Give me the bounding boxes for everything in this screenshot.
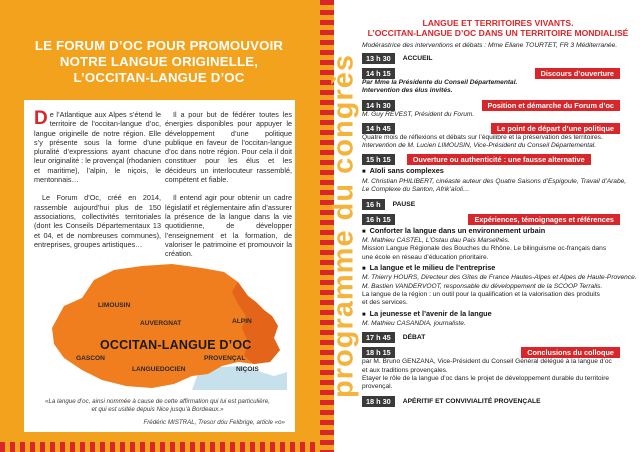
session-label: APÉRITIF ET CONVIVIALITÉ PROVENÇALE: [402, 397, 541, 405]
schedule-row: [362, 53, 634, 64]
programme-heading: [362, 18, 634, 38]
session-title: Ouverture ou authenticité : une fausse alternative: [407, 154, 591, 165]
session-detail: Quatre mois de réflexions et débats sur l’équilibre et la préservation des territoires.: [362, 133, 603, 141]
schedule-row: [362, 123, 634, 134]
region-label: LANGUEDOCIEN: [132, 366, 186, 373]
schedule-row: [362, 214, 634, 225]
quote-line: et qui est usitée depuis Nice jusqu’à Bordeaux.»: [91, 406, 224, 413]
title-line: LE FORUM D’OC POUR PROMOUVOIR: [34, 38, 284, 53]
topic-bullet: ■ La jeunesse et l’avenir de la langue: [362, 309, 634, 321]
region-label: LIMOUSIN: [98, 302, 131, 309]
session-detail: M. Christian PHILIBERT, cinéaste auteur des Quatre Saisons d’Espigoule, Travail d’Arabe,: [362, 177, 627, 185]
session-detail: par M. Bruno GENZANA, Vice-Président du Conseil Général délégué à la langue d’oc: [362, 358, 612, 366]
topic-bullet: ■ Conforter la langue dans un environnement urbain: [362, 226, 634, 238]
programme-vertical-title: programme du congrès: [327, 54, 360, 398]
schedule-row: [362, 396, 634, 407]
occitan-stripes: [0, 442, 320, 452]
session-detail: M. Mathieu CASANDIA, journaliste.: [362, 320, 466, 328]
paragraph: [34, 110, 161, 184]
time-badge: 14 h 45: [362, 123, 395, 134]
session-detail: Intervention de M. Lucien LIMOUSIN, Vice-Président du Conseil Départemental.: [362, 142, 597, 150]
session-detail: Etayer le rôle de la langue d’oc dans le projet de développement durable du territoire: [362, 375, 610, 383]
schedule-row: [362, 154, 634, 165]
quote-line: «La langue d’oc, ainsi nommée à cause de cette affirmation qui lui est particulière,: [45, 398, 270, 405]
session-detail: et des services.: [362, 299, 408, 307]
time-badge: 14 h 30: [362, 100, 395, 111]
session-label: DÉBAT: [402, 334, 426, 342]
programme: [362, 18, 637, 407]
time-badge: 14 h 15: [362, 68, 395, 79]
schedule-row: [362, 199, 634, 210]
title-line: NOTRE LANGUE ORIGINELLE,: [59, 54, 259, 69]
region-label: AUVERGNAT: [140, 320, 182, 327]
time-badge: 16 h 15: [362, 214, 395, 225]
session-detail: Intervention des élus invités.: [362, 87, 453, 95]
time-badge: 18 h 15: [362, 347, 395, 358]
heading-line: LANGUE ET TERRITOIRES VIVANTS.: [422, 18, 574, 28]
session-detail: M. Guy REVEST, Président du Forum.: [362, 110, 475, 118]
session-detail: Mission Langue Régionale des Bouches du Rhône. Le bilinguisme oc-français dans: [362, 245, 607, 253]
session-detail: M. Bastien VANDERVOOT, responsable du développement de la SCOOP Terralis.: [362, 282, 603, 290]
schedule-row: [362, 68, 634, 79]
paragraph: Il entend agir pour obtenir un cadre législatif et réglementaire afin d’assurer la présence de la langue dans la vie quotidienne, de développer l’enseignement et la formation, de valoriser le patrimoine et promouvoir la création.: [165, 193, 292, 259]
paragraph: Il a pour but de fédérer toutes les énergies disponibles pour appuyer le développement d’une politique publique en faveur de l’occitan-langue d’oc dans notre région. Pour cela il doit constituer pour les élus et les décideurs un interlocuteur rassemblé, compétent et fiable.: [165, 110, 292, 185]
session-detail: M. Thierry HOURS, Directeur des Gîtes de France Hautes-Alpes et Alpes de Haute-Provence.: [362, 274, 637, 282]
region-label: NIÇOIS: [236, 366, 259, 373]
time-badge: 16 h: [362, 199, 385, 210]
text-column-2: [165, 110, 292, 267]
schedule-row: [362, 347, 634, 358]
forum-title: [14, 38, 304, 86]
schedule-row: [362, 100, 634, 111]
session-detail: et aux traditions provençales.: [362, 366, 448, 374]
time-badge: 17 h 45: [362, 332, 395, 343]
heading-line: L’OCCITAN-LANGUE D’OC DANS UN TERRITOIRE MONDIALISÉ: [367, 28, 629, 38]
text-column-1: [34, 110, 161, 258]
topic-bullet: ■ La langue et le milieu de l’entreprise: [362, 263, 634, 275]
occitan-map: [42, 258, 287, 390]
schedule-row: [362, 332, 634, 343]
dropcap: D: [34, 108, 48, 129]
session-detail: Le Complexe du Santon, Afrik’aïoli…: [362, 186, 470, 194]
moderation-note: Modérastrice des interventions et débats : Mme Eliane TOURTET, FR 3 Méditerranée.: [362, 42, 618, 49]
region-label: GASCON: [76, 355, 105, 362]
time-badge: 15 h 15: [362, 154, 395, 165]
region-label: PROVENÇAL: [204, 355, 246, 362]
session-detail: provençal.: [362, 383, 393, 391]
map-title: OCCITAN-LANGUE D’OC: [100, 338, 252, 352]
title-line: L’OCCITAN-LANGUE D’OC: [73, 70, 245, 85]
session-title: Position et démarche du Forum d’oc: [482, 100, 621, 111]
session-title: Le point de départ d’une politique: [491, 123, 620, 134]
quote-source: Frédéric MISTRAL, Tresor dóu Felibrige, article «o»: [143, 419, 285, 426]
session-label: PAUSE: [392, 200, 416, 208]
time-badge: 13 h 30: [362, 53, 395, 64]
session-detail: M. Mathieu CASTEL, L’Ostau dau Pais Marselhés.: [362, 237, 510, 245]
paragraph: Le Forum d’Oc, créé en 2014, rassemble aujourd’hui plus de 150 associations, collectivités territoriales (dont les Conseils Départementaux 13 et 04, et de nombreuses communes), entreprises, groupes artistiques…: [34, 193, 161, 249]
region-label: ALPIN: [232, 318, 252, 325]
time-badge: 18 h 30: [362, 396, 395, 407]
session-detail: Par Mme la Présidente du Conseil Départemental.: [362, 79, 518, 86]
session-detail: une école en réseau d’éducation prioritaire.: [362, 253, 489, 261]
paragraph-text: e l’Atlantique aux Alpes s’étend le territoire de l’occitan-langue d’oc, langue originelle de notre région. Elle s’y présente sous la forme d’une pluralité d’expressions ayant chacune leur originalité : le provençal (rhodanien et maritime), l’alpin, le niçois, le mentonnais…: [34, 110, 161, 185]
mistral-quote: [30, 398, 285, 414]
session-title: Expériences, témoignages et références: [468, 214, 620, 225]
session-label: ACCUEIL: [402, 55, 433, 62]
session-title: Conclusions du colloque: [521, 347, 620, 358]
session-title: Discours d’ouverture: [535, 68, 620, 79]
session-detail: La langue de la région : un outil pour la qualification et la valorisation des produits: [362, 291, 600, 299]
topic-bullet: ■ Aïoli sans complexes: [362, 166, 634, 178]
